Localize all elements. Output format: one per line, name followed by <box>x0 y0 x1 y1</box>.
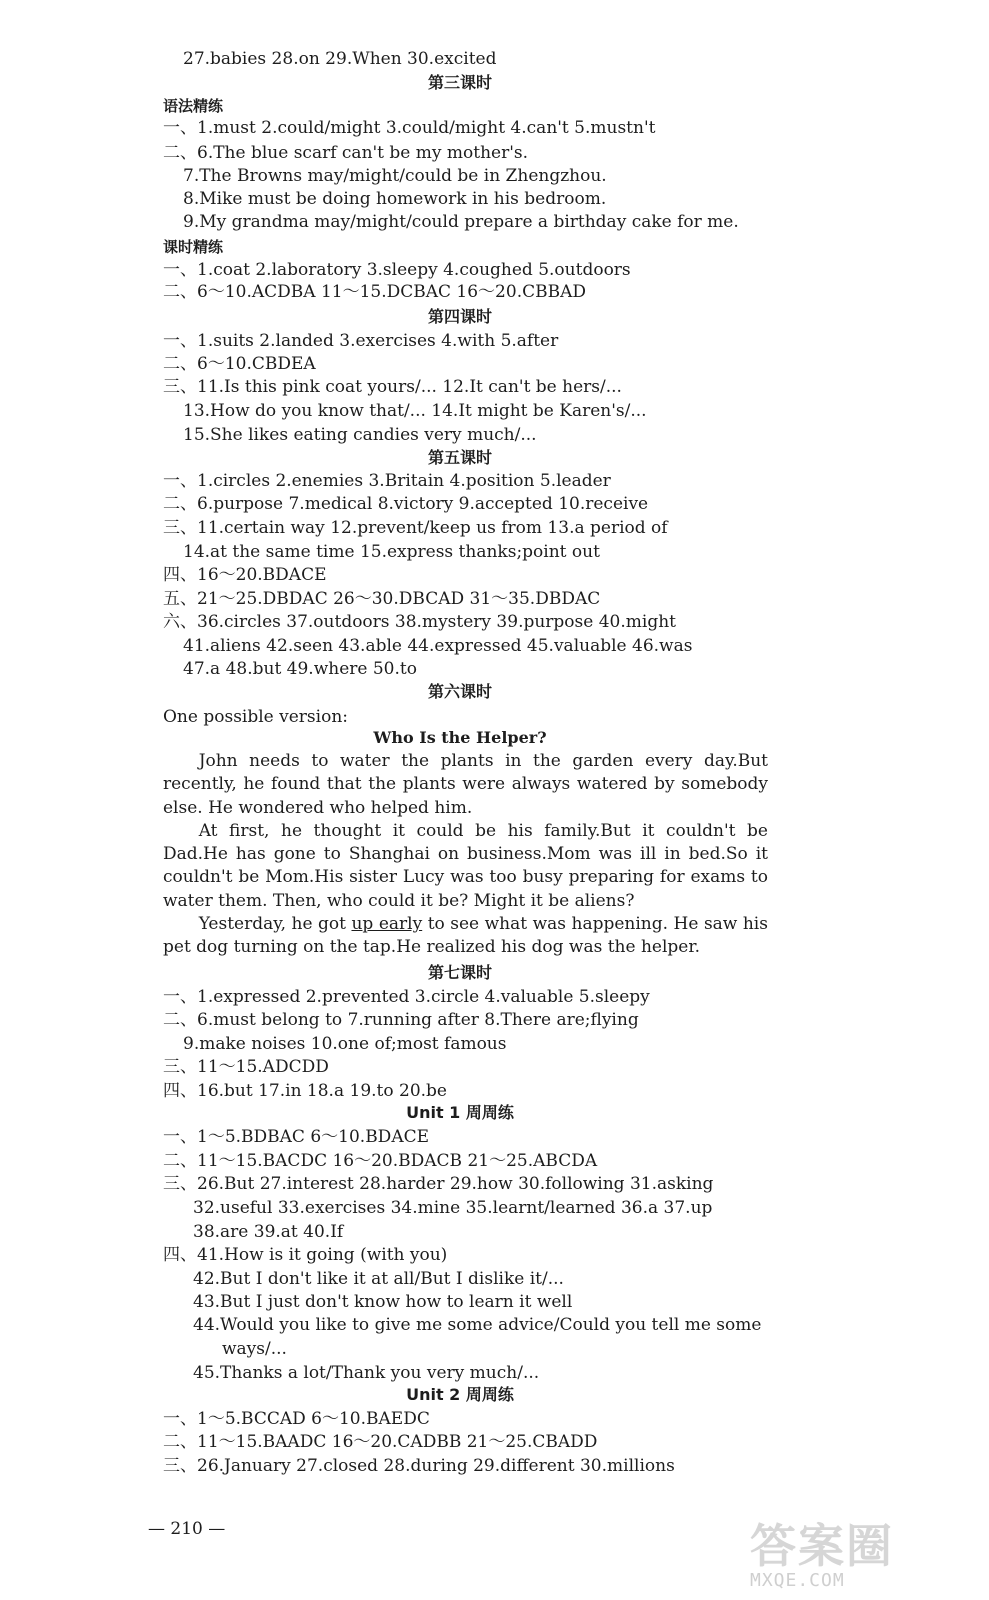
answer-line: ways/... <box>222 1339 287 1359</box>
essay-underlined-phrase: up early <box>351 914 423 935</box>
answer-line: 9.make noises 10.one of;most famous <box>183 1034 507 1054</box>
answer-line: 一、1.suits 2.landed 3.exercises 4.with 5.after <box>163 331 559 351</box>
answer-line: 14.at the same time 15.express thanks;point out <box>183 542 600 562</box>
answer-line: 8.Mike must be doing homework in his bedroom. <box>183 189 607 209</box>
section-heading: 第六课时 <box>427 682 492 701</box>
answer-line: 13.How do you know that/... 14.It might be Karen's/... <box>183 401 647 421</box>
essay-body <box>163 750 768 960</box>
answer-line: One possible version: <box>163 707 348 727</box>
answer-line: 42.But I don't like it at all/But I dislike it/... <box>193 1269 564 1289</box>
sub-heading: 课时精练 <box>163 238 224 256</box>
section-heading: 第七课时 <box>427 963 492 982</box>
answer-line: 一、1.circles 2.enemies 3.Britain 4.position 5.leader <box>163 471 611 491</box>
essay-title: Who Is the Helper? <box>373 728 547 747</box>
answer-line: 一、1.expressed 2.prevented 3.circle 4.valuable 5.sleepy <box>163 987 650 1007</box>
essay-paragraph-1: John needs to water the plants in the garden every day.But recently, he found that the plants were always watered by somebody else. He wondered who helped him. <box>163 751 768 818</box>
answer-line: 7.The Browns may/might/could be in Zhengzhou. <box>183 166 607 186</box>
answer-line: 9.My grandma may/might/could prepare a birthday cake for me. <box>183 212 739 232</box>
watermark-url: MXQE.COM <box>750 1570 845 1591</box>
answer-line: 二、11～15.BAADC 16～20.CADBB 21～25.CBADD <box>163 1432 598 1452</box>
section-heading: Unit 2 周周练 <box>406 1385 514 1404</box>
watermark-logo <box>750 1510 975 1590</box>
section-heading: 第四课时 <box>427 307 492 326</box>
essay-p3-end: to see what was happening. He saw his pet dog turning on the tap.He realized his dog was the helper. <box>163 914 768 958</box>
answer-line: 二、11～15.BACDC 16～20.BDACB 21～25.ABCDA <box>163 1151 598 1171</box>
answer-line: 一、1.coat 2.laboratory 3.sleepy 4.coughed 5.outdoors <box>163 260 631 280</box>
answer-line: 二、6.purpose 7.medical 8.victory 9.accepted 10.receive <box>163 494 649 514</box>
answer-line: 三、26.January 27.closed 28.during 29.different 30.millions <box>163 1456 675 1476</box>
answer-line: 二、6.The blue scarf can't be my mother's. <box>163 143 529 163</box>
section-heading: 第三课时 <box>427 73 492 92</box>
sub-heading: 语法精练 <box>163 97 224 115</box>
answer-line: 43.But I just don't know how to learn it well <box>193 1292 573 1312</box>
answer-line: 四、16～20.BDACE <box>163 565 327 585</box>
answer-line: 四、16.but 17.in 18.a 19.to 20.be <box>163 1081 447 1101</box>
answer-line: 32.useful 33.exercises 34.mine 35.learnt/learned 36.a 37.up <box>193 1198 713 1218</box>
answer-line: 27.babies 28.on 29.When 30.excited <box>183 49 497 69</box>
answer-line: 38.are 39.at 40.If <box>193 1222 344 1242</box>
answer-line: 41.aliens 42.seen 43.able 44.expressed 45.valuable 46.was <box>183 636 693 656</box>
answer-line: 15.She likes eating candies very much/... <box>183 425 537 445</box>
section-heading: Unit 1 周周练 <box>406 1103 514 1122</box>
answer-line: 47.a 48.but 49.where 50.to <box>183 659 417 679</box>
answer-line: 45.Thanks a lot/Thank you very much/... <box>193 1363 540 1383</box>
watermark-text: 答案圈 <box>750 1519 894 1573</box>
essay-paragraph-3 <box>163 913 768 960</box>
answer-line: 五、21～25.DBDAC 26～30.DBCAD 31～35.DBDAC <box>163 589 601 609</box>
answer-line: 44.Would you like to give me some advice/Could you tell me some <box>193 1315 762 1335</box>
answer-line: 二、6.must belong to 7.running after 8.There are;flying <box>163 1010 639 1030</box>
answer-line: 三、11.Is this pink coat yours/... 12.It can't be hers/... <box>163 377 622 397</box>
answer-line: 二、6～10.CBDEA <box>163 354 316 374</box>
section-heading: 第五课时 <box>427 448 492 467</box>
answer-line: 三、11.certain way 12.prevent/keep us from 13.a period of <box>163 518 668 538</box>
answer-line: 三、26.But 27.interest 28.harder 29.how 30.following 31.asking <box>163 1174 714 1194</box>
answer-line: 一、1.must 2.could/might 3.could/might 4.can't 5.mustn't <box>163 118 656 138</box>
essay-p3-start: Yesterday, he got <box>198 914 352 935</box>
answer-line: 二、6～10.ACDBA 11～15.DCBAC 16～20.CBBAD <box>163 282 586 302</box>
answer-line: 六、36.circles 37.outdoors 38.mystery 39.purpose 40.might <box>163 612 676 632</box>
answer-line: 一、1～5.BDBAC 6～10.BDACE <box>163 1127 430 1147</box>
essay-paragraph-2: At first, he thought it could be his family.But it couldn't be Dad.He has gone to Shanghai on business.Mom was ill in bed.So it couldn't be Mom.His sister Lucy was too busy preparing for exams to water them. Then, who could it be? Might it be aliens? <box>163 820 768 911</box>
answer-line: 四、41.How is it going (with you) <box>163 1245 448 1265</box>
answer-line: 三、11～15.ADCDD <box>163 1057 329 1077</box>
page-number: — 210 — <box>148 1519 226 1539</box>
answer-line: 一、1～5.BCCAD 6～10.BAEDC <box>163 1409 430 1429</box>
